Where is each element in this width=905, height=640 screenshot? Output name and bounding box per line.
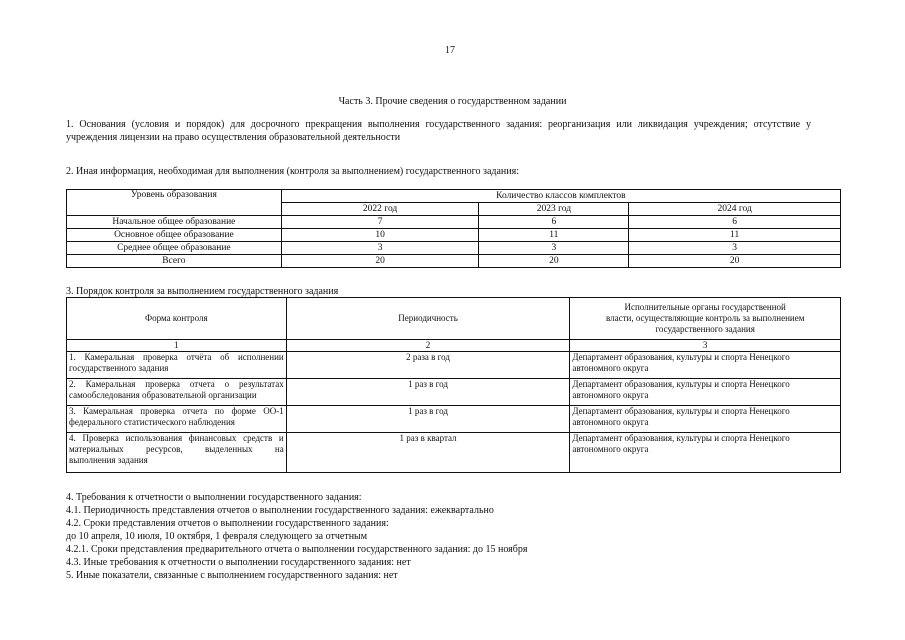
control-period: 1 раз в год <box>286 406 570 433</box>
control-authority-line: Департамент образования, культуры и спорта Ненецкого <box>572 406 790 416</box>
section-4-line: 4.3. Иные требования к отчетности о выполнении государственного задания: нет <box>66 557 411 568</box>
row-label: Начальное общее образование <box>67 216 282 229</box>
col-number: 1 <box>67 340 287 352</box>
table-row <box>67 229 841 242</box>
row-label: Среднее общее образование <box>67 242 282 255</box>
section-4-line: до 10 апреля, 10 июля, 10 октября, 1 февраля следующего за отчетным <box>66 531 368 542</box>
table-row <box>67 352 841 379</box>
control-authority-line: автономного округа <box>572 417 649 427</box>
control-period: 2 раза в год <box>286 352 570 379</box>
control-form-line: 4. Проверка использования финансовых средств и <box>69 433 284 443</box>
part-title: Часть 3. Прочие сведения о государственном задании <box>338 96 567 107</box>
control-form <box>67 352 287 379</box>
control-authority <box>570 433 841 473</box>
class-count-table <box>66 189 841 268</box>
cell-value: 11 <box>479 229 629 242</box>
page-number: 17 <box>445 45 455 56</box>
cell-value: 6 <box>479 216 629 229</box>
control-form <box>67 433 287 473</box>
cell-value: 7 <box>281 216 479 229</box>
header-authority-line: Исполнительные органы государственной <box>624 302 786 312</box>
control-form-line: 1. Камеральная проверка отчёта об исполнении <box>69 352 284 362</box>
header-count: Количество классов комплектов <box>281 190 840 203</box>
table-row <box>67 406 841 433</box>
section-4-line: 4.2. Сроки представления отчетов о выполнении государственного задания: <box>66 518 389 529</box>
control-form-line: государственного задания <box>69 363 169 373</box>
header-year: 2023 год <box>479 203 629 216</box>
control-form-line: выполнения задания <box>69 455 148 465</box>
cell-value: 3 <box>281 242 479 255</box>
cell-value: 10 <box>281 229 479 242</box>
header-form: Форма контроля <box>67 298 287 340</box>
table-row <box>67 379 841 406</box>
control-form-line: материальных ресурсов, выделенных на <box>69 444 284 454</box>
header-period: Периодичность <box>286 298 570 340</box>
table-row <box>67 433 841 473</box>
cell-value: 20 <box>629 255 841 268</box>
section-1-line-2: учреждения лицензии на право осуществления образовательной деятельности <box>66 132 401 143</box>
section-4-line: 4.2.1. Сроки представления предварительного отчета о выполнении государственного задания: до 15 ноября <box>66 544 528 555</box>
control-authority-line: Департамент образования, культуры и спорта Ненецкого <box>572 379 790 389</box>
control-authority-line: Департамент образования, культуры и спорта Ненецкого <box>572 433 790 443</box>
control-form-line: 3. Камеральная проверка отчета по форме ОО-1 <box>69 406 284 416</box>
control-authority-line: автономного округа <box>572 444 649 454</box>
section-3-heading: 3. Порядок контроля за выполнением государственного задания <box>66 286 339 297</box>
control-form <box>67 379 287 406</box>
table-row <box>67 242 841 255</box>
header-authority-line: государственного задания <box>655 324 755 334</box>
control-form-line: федерального статистического наблюдения <box>69 417 235 427</box>
header-level: Уровень образования <box>67 190 282 216</box>
section-4-line: 4.1. Периодичность представления отчетов о выполнении государственного задания: ежеквартально <box>66 505 494 516</box>
section-1 <box>66 118 811 144</box>
header-year: 2024 год <box>629 203 841 216</box>
control-authority <box>570 379 841 406</box>
header-year: 2022 год <box>281 203 479 216</box>
cell-value: 20 <box>479 255 629 268</box>
control-authority <box>570 352 841 379</box>
control-table <box>66 297 841 473</box>
col-number: 3 <box>570 340 841 352</box>
col-number: 2 <box>286 340 570 352</box>
table-row <box>67 216 841 229</box>
control-authority <box>570 406 841 433</box>
table-row <box>67 255 841 268</box>
cell-value: 3 <box>479 242 629 255</box>
section-2-heading: 2. Иная информация, необходимая для выполнения (контроля за выполнением) государственного задания: <box>66 166 520 177</box>
section-4 <box>66 491 527 582</box>
cell-value: 6 <box>629 216 841 229</box>
row-label: Всего <box>67 255 282 268</box>
header-authority-line: власти, осуществляющие контроль за выполнением <box>605 313 805 323</box>
section-4-line: 4. Требования к отчетности о выполнении государственного задания: <box>66 492 362 503</box>
control-authority-line: автономного округа <box>572 390 649 400</box>
section-1-line-1: 1. Основания (условия и порядок) для досрочного прекращения выполнения государственного задания: реорганизация или ликвидация учреждения; отсутствие у <box>66 119 811 130</box>
control-period: 1 раз в квартал <box>286 433 570 473</box>
cell-value: 11 <box>629 229 841 242</box>
cell-value: 20 <box>281 255 479 268</box>
cell-value: 3 <box>629 242 841 255</box>
control-authority-line: Департамент образования, культуры и спорта Ненецкого <box>572 352 790 362</box>
row-label: Основное общее образование <box>67 229 282 242</box>
control-period: 1 раз в год <box>286 379 570 406</box>
control-form-line: 2. Камеральная проверка отчета о результатах <box>69 379 284 389</box>
header-authority <box>570 298 841 340</box>
control-authority-line: автономного округа <box>572 363 649 373</box>
control-form <box>67 406 287 433</box>
section-5-line: 5. Иные показатели, связанные с выполнением государственного задания: нет <box>66 570 398 581</box>
control-form-line: самообследования образовательной организации <box>69 390 257 400</box>
